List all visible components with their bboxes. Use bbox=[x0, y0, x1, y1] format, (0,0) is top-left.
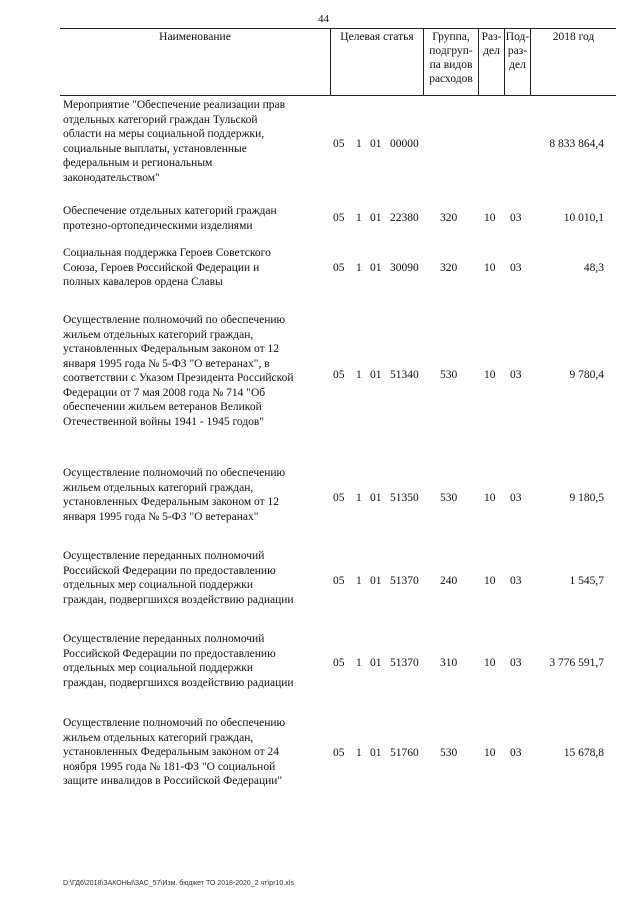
header-razdel: Раз- дел bbox=[481, 31, 502, 57]
row-target-3: 01 bbox=[370, 657, 382, 669]
row-target-3: 01 bbox=[370, 212, 382, 224]
row-podrazdel: 03 bbox=[510, 262, 522, 274]
row-group: 530 bbox=[440, 747, 458, 759]
row-target-4: 51340 bbox=[390, 369, 419, 381]
row-target-4: 51370 bbox=[390, 575, 419, 587]
row-target-3: 01 bbox=[370, 369, 382, 381]
header-podrazdel: Под- раз- дел bbox=[505, 31, 530, 71]
row-group: 240 bbox=[440, 575, 458, 587]
row-target-2: 1 bbox=[356, 262, 362, 274]
row-razdel: 10 bbox=[484, 262, 496, 274]
row-name: Социальная поддержка Героев Советского Союза, Героев Российской Федерации и полных кавалеров ордена Славы bbox=[63, 247, 271, 288]
row-target-4: 51760 bbox=[390, 747, 419, 759]
row-target-4: 51370 bbox=[390, 657, 419, 669]
row-group: 320 bbox=[440, 212, 458, 224]
header-name: Наименование bbox=[159, 31, 231, 43]
row-target-1: 05 bbox=[333, 138, 345, 150]
row-target-1: 05 bbox=[333, 262, 345, 274]
row-name: Обеспечение отдельных категорий граждан протезно-ортопедическими изделиями bbox=[63, 205, 277, 232]
row-target-4: 22380 bbox=[390, 212, 419, 224]
row-target-4: 30090 bbox=[390, 262, 419, 274]
row-podrazdel: 03 bbox=[510, 657, 522, 669]
row-amount: 1 545,7 bbox=[569, 575, 604, 587]
row-target-3: 01 bbox=[370, 747, 382, 759]
row-amount: 10 010,1 bbox=[563, 212, 604, 224]
row-target-4: 00000 bbox=[390, 138, 419, 150]
header-bottom-border bbox=[60, 95, 616, 96]
row-target-2: 1 bbox=[356, 747, 362, 759]
row-razdel: 10 bbox=[484, 575, 496, 587]
row-podrazdel: 03 bbox=[510, 369, 522, 381]
row-podrazdel: 03 bbox=[510, 575, 522, 587]
row-amount: 48,3 bbox=[583, 262, 604, 274]
row-target-3: 01 bbox=[370, 138, 382, 150]
row-target-2: 1 bbox=[356, 492, 362, 504]
row-amount: 9 780,4 bbox=[569, 369, 604, 381]
row-podrazdel: 03 bbox=[510, 747, 522, 759]
row-group: 310 bbox=[440, 657, 458, 669]
row-razdel: 10 bbox=[484, 657, 496, 669]
row-group: 530 bbox=[440, 369, 458, 381]
row-amount: 8 833 864,4 bbox=[549, 138, 604, 150]
row-name: Осуществление переданных полномочий Российской Федерации по предоставлению отдельных мер социальной поддержки граждан, подвергшихся воздействию радиации bbox=[63, 550, 294, 606]
row-razdel: 10 bbox=[484, 369, 496, 381]
row-name: Осуществление полномочий по обеспечению жильем отдельных категорий граждан, установленных Федеральным законом от 12 января 1995 года № 5-ФЗ "О ветеранах", в соответствии с Указом Президента Российской Федерации от 7 мая 2008 года № 714 "Об обеспечении жильем ветеранов Великой Отечественной войны 1941 - 1945 годов" bbox=[63, 314, 294, 428]
row-target-1: 05 bbox=[333, 747, 345, 759]
row-group: 530 bbox=[440, 492, 458, 504]
row-name: Мероприятие "Обеспечение реализации прав отдельных категорий граждан Тульской области на меры социальной поддержки, социальные выплаты, установленные федеральным и региональным законодательством" bbox=[63, 99, 286, 184]
row-target-4: 51350 bbox=[390, 492, 419, 504]
row-target-1: 05 bbox=[333, 212, 345, 224]
row-target-2: 1 bbox=[356, 657, 362, 669]
row-target-2: 1 bbox=[356, 212, 362, 224]
page-number: 44 bbox=[318, 13, 329, 25]
row-amount: 3 776 591,7 bbox=[549, 657, 604, 669]
row-target-1: 05 bbox=[333, 369, 345, 381]
row-name: Осуществление полномочий по обеспечению жильем отдельных категорий граждан, установленных Федеральным законом от 12 января 1995 года № 5-ФЗ "О ветеранах" bbox=[63, 467, 286, 523]
row-razdel: 10 bbox=[484, 492, 496, 504]
row-podrazdel: 03 bbox=[510, 492, 522, 504]
row-target-1: 05 bbox=[333, 657, 345, 669]
row-group: 320 bbox=[440, 262, 458, 274]
row-amount: 9 180,5 bbox=[569, 492, 604, 504]
row-razdel: 10 bbox=[484, 212, 496, 224]
header-target-article: Целевая статья bbox=[340, 31, 414, 43]
row-target-2: 1 bbox=[356, 575, 362, 587]
row-target-1: 05 bbox=[333, 575, 345, 587]
row-target-2: 1 bbox=[356, 369, 362, 381]
header-top-border bbox=[60, 28, 616, 29]
header-group: Группа, подгруп- па видов расходов bbox=[429, 31, 473, 85]
row-target-3: 01 bbox=[370, 575, 382, 587]
header-year: 2018 год bbox=[552, 31, 595, 43]
file-path-footer: D:\ГД6\2018\ЗАКОНЫ\ЗАС_57\Изм. бюджет ТО 2018-2020_2 чт\pr10.xls bbox=[63, 880, 294, 887]
row-target-2: 1 bbox=[356, 138, 362, 150]
row-name: Осуществление полномочий по обеспечению жильем отдельных категорий граждан, установленных Федеральным законом от 24 ноября 1995 года № 181-ФЗ "О социальной защите инвалидов в Российской Федерации" bbox=[63, 717, 286, 787]
row-amount: 15 678,8 bbox=[563, 747, 604, 759]
row-podrazdel: 03 bbox=[510, 212, 522, 224]
row-razdel: 10 bbox=[484, 747, 496, 759]
row-name: Осуществление переданных полномочий Российской Федерации по предоставлению отдельных мер социальной поддержки граждан, подвергшихся воздействию радиации bbox=[63, 633, 294, 689]
row-target-3: 01 bbox=[370, 262, 382, 274]
row-target-3: 01 bbox=[370, 492, 382, 504]
row-target-1: 05 bbox=[333, 492, 345, 504]
